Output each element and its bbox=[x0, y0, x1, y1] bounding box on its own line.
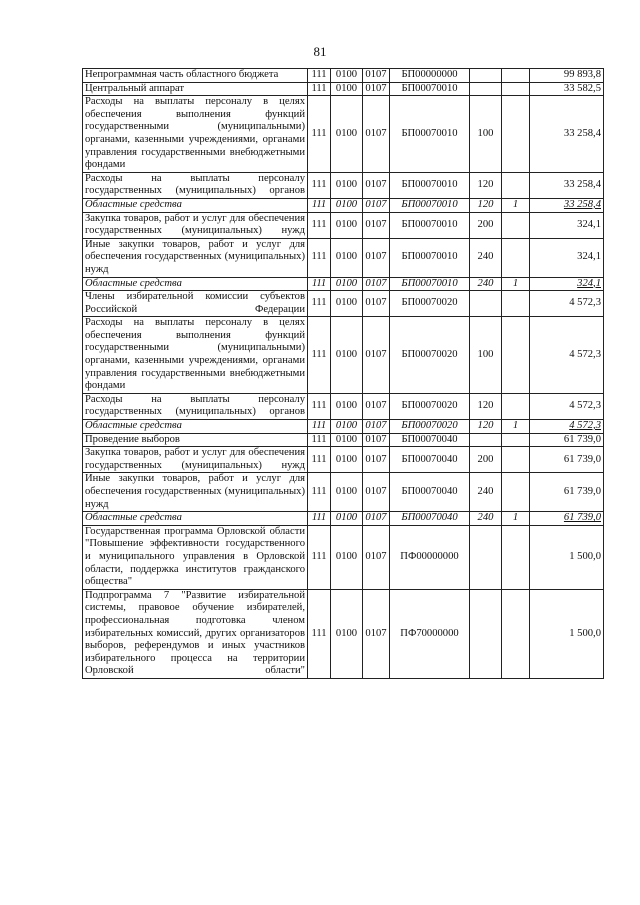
row-expense-type: 200 bbox=[470, 447, 502, 473]
row-section-code: 0100 bbox=[331, 433, 363, 447]
row-ministry-code: 111 bbox=[308, 69, 331, 83]
row-expense-type: 100 bbox=[470, 317, 502, 394]
row-target-article: БП00070020 bbox=[390, 420, 470, 434]
row-section-code: 0100 bbox=[331, 238, 363, 277]
row-funding-source bbox=[502, 212, 530, 238]
table-row bbox=[83, 212, 604, 238]
row-ministry-code: 111 bbox=[308, 212, 331, 238]
row-ministry-code: 111 bbox=[308, 393, 331, 419]
row-target-article: БП00070010 bbox=[390, 82, 470, 96]
row-expense-type bbox=[470, 589, 502, 678]
row-amount: 61 739,0 bbox=[530, 473, 604, 512]
row-amount: 33 582,5 bbox=[530, 82, 604, 96]
row-amount: 1 500,0 bbox=[530, 589, 604, 678]
row-target-article: ПФ70000000 bbox=[390, 589, 470, 678]
row-name: Государственная программа Орловской области "Повышение эффективности государственного и муниципального управления в Орловской области, поддержка институтов гражданского общества" bbox=[83, 525, 308, 589]
row-target-article: БП00070010 bbox=[390, 96, 470, 173]
row-amount: 4 572,3 bbox=[530, 317, 604, 394]
row-section-code: 0100 bbox=[331, 447, 363, 473]
row-subsection-code: 0107 bbox=[363, 512, 390, 526]
row-expense-type bbox=[470, 433, 502, 447]
row-name: Иные закупки товаров, работ и услуг для обеспечения государственных (муниципальных) нужд bbox=[83, 238, 308, 277]
row-ministry-code: 111 bbox=[308, 525, 331, 589]
row-subsection-code: 0107 bbox=[363, 447, 390, 473]
row-ministry-code: 111 bbox=[308, 447, 331, 473]
row-section-code: 0100 bbox=[331, 473, 363, 512]
table-row bbox=[83, 433, 604, 447]
table-row bbox=[83, 447, 604, 473]
row-section-code: 0100 bbox=[331, 277, 363, 291]
row-funding-source: 1 bbox=[502, 198, 530, 212]
row-funding-source bbox=[502, 96, 530, 173]
row-target-article: БП00000000 bbox=[390, 69, 470, 83]
row-name: Областные средства bbox=[83, 420, 308, 434]
row-ministry-code: 111 bbox=[308, 291, 331, 317]
row-funding-source: 1 bbox=[502, 512, 530, 526]
row-amount: 4 572,3 bbox=[530, 420, 604, 434]
row-target-article: БП00070010 bbox=[390, 277, 470, 291]
row-funding-source bbox=[502, 393, 530, 419]
row-expense-type: 240 bbox=[470, 238, 502, 277]
row-funding-source bbox=[502, 317, 530, 394]
row-subsection-code: 0107 bbox=[363, 317, 390, 394]
row-target-article: БП00070010 bbox=[390, 238, 470, 277]
row-funding-source bbox=[502, 238, 530, 277]
budget-table bbox=[82, 68, 604, 679]
table-row bbox=[83, 172, 604, 198]
row-section-code: 0100 bbox=[331, 512, 363, 526]
row-name: Проведение выборов bbox=[83, 433, 308, 447]
table-row bbox=[83, 198, 604, 212]
table-row bbox=[83, 393, 604, 419]
row-expense-type bbox=[470, 82, 502, 96]
row-target-article: БП00070010 bbox=[390, 172, 470, 198]
page-number: 81 bbox=[313, 44, 327, 59]
row-subsection-code: 0107 bbox=[363, 238, 390, 277]
row-subsection-code: 0107 bbox=[363, 69, 390, 83]
row-name: Закупка товаров, работ и услуг для обеспечения государственных (муниципальных) нужд bbox=[83, 212, 308, 238]
row-target-article: БП00070010 bbox=[390, 212, 470, 238]
row-expense-type bbox=[470, 69, 502, 83]
row-subsection-code: 0107 bbox=[363, 473, 390, 512]
row-expense-type: 240 bbox=[470, 473, 502, 512]
row-expense-type: 240 bbox=[470, 277, 502, 291]
row-expense-type bbox=[470, 291, 502, 317]
row-subsection-code: 0107 bbox=[363, 420, 390, 434]
row-target-article: БП00070020 bbox=[390, 291, 470, 317]
row-amount: 324,1 bbox=[530, 212, 604, 238]
row-funding-source: 1 bbox=[502, 277, 530, 291]
row-amount: 33 258,4 bbox=[530, 96, 604, 173]
row-funding-source bbox=[502, 291, 530, 317]
row-name: Расходы на выплаты персоналу в целях обеспечения выполнения функций государственными (муниципальными) органами, казенными учреждениями, органами управления государственными внебюджетными фондами bbox=[83, 317, 308, 394]
row-ministry-code: 111 bbox=[308, 512, 331, 526]
row-expense-type bbox=[470, 525, 502, 589]
row-amount: 33 258,4 bbox=[530, 198, 604, 212]
row-target-article: БП00070040 bbox=[390, 473, 470, 512]
row-funding-source: 1 bbox=[502, 420, 530, 434]
row-funding-source bbox=[502, 82, 530, 96]
table-row bbox=[83, 69, 604, 83]
row-target-article: БП00070040 bbox=[390, 433, 470, 447]
row-target-article: ПФ00000000 bbox=[390, 525, 470, 589]
row-amount: 61 739,0 bbox=[530, 447, 604, 473]
row-section-code: 0100 bbox=[331, 198, 363, 212]
row-expense-type: 200 bbox=[470, 212, 502, 238]
row-section-code: 0100 bbox=[331, 212, 363, 238]
row-funding-source bbox=[502, 433, 530, 447]
row-ministry-code: 111 bbox=[308, 317, 331, 394]
row-name: Закупка товаров, работ и услуг для обеспечения государственных (муниципальных) нужд bbox=[83, 447, 308, 473]
row-subsection-code: 0107 bbox=[363, 82, 390, 96]
table-row bbox=[83, 238, 604, 277]
row-section-code: 0100 bbox=[331, 589, 363, 678]
row-target-article: БП00070040 bbox=[390, 512, 470, 526]
row-section-code: 0100 bbox=[331, 96, 363, 173]
row-subsection-code: 0107 bbox=[363, 525, 390, 589]
row-expense-type: 120 bbox=[470, 172, 502, 198]
row-subsection-code: 0107 bbox=[363, 433, 390, 447]
row-expense-type: 120 bbox=[470, 393, 502, 419]
row-ministry-code: 111 bbox=[308, 172, 331, 198]
row-target-article: БП00070040 bbox=[390, 447, 470, 473]
table-row bbox=[83, 82, 604, 96]
row-subsection-code: 0107 bbox=[363, 172, 390, 198]
row-section-code: 0100 bbox=[331, 420, 363, 434]
row-ministry-code: 111 bbox=[308, 82, 331, 96]
row-name: Областные средства bbox=[83, 512, 308, 526]
row-ministry-code: 111 bbox=[308, 433, 331, 447]
table-row bbox=[83, 512, 604, 526]
row-expense-type: 100 bbox=[470, 96, 502, 173]
row-section-code: 0100 bbox=[331, 317, 363, 394]
row-funding-source bbox=[502, 447, 530, 473]
row-name: Центральный аппарат bbox=[83, 82, 308, 96]
row-funding-source bbox=[502, 473, 530, 512]
table-row bbox=[83, 96, 604, 173]
row-name: Непрограммная часть областного бюджета bbox=[83, 69, 308, 83]
row-funding-source bbox=[502, 172, 530, 198]
row-target-article: БП00070020 bbox=[390, 393, 470, 419]
row-ministry-code: 111 bbox=[308, 198, 331, 212]
table-row bbox=[83, 420, 604, 434]
row-name: Расходы на выплаты персоналу государственных (муниципальных) органов bbox=[83, 393, 308, 419]
row-ministry-code: 111 bbox=[308, 589, 331, 678]
budget-table-body bbox=[83, 69, 604, 679]
row-funding-source bbox=[502, 589, 530, 678]
row-section-code: 0100 bbox=[331, 291, 363, 317]
row-expense-type: 240 bbox=[470, 512, 502, 526]
row-funding-source bbox=[502, 525, 530, 589]
row-amount: 61 739,0 bbox=[530, 512, 604, 526]
row-amount: 4 572,3 bbox=[530, 393, 604, 419]
row-target-article: БП00070020 bbox=[390, 317, 470, 394]
row-name: Подпрограмма 7 "Развитие избирательной системы, правовое обучение избирателей, профессиональная подготовка членом избирательных комиссий, других организаторов выборов, референдумов и иных участников избирательного процесса на территории Орловской области" bbox=[83, 589, 308, 678]
row-section-code: 0100 bbox=[331, 525, 363, 589]
row-amount: 324,1 bbox=[530, 277, 604, 291]
row-name: Расходы на выплаты персоналу в целях обеспечения выполнения функций государственными (муниципальными) органами, казенными учреждениями, органами управления государственными внебюджетными фондами bbox=[83, 96, 308, 173]
row-funding-source bbox=[502, 69, 530, 83]
row-expense-type: 120 bbox=[470, 198, 502, 212]
table-row bbox=[83, 589, 604, 678]
row-amount: 33 258,4 bbox=[530, 172, 604, 198]
row-name: Областные средства bbox=[83, 198, 308, 212]
row-name: Расходы на выплаты персоналу государственных (муниципальных) органов bbox=[83, 172, 308, 198]
table-row bbox=[83, 277, 604, 291]
row-amount: 4 572,3 bbox=[530, 291, 604, 317]
row-name: Иные закупки товаров, работ и услуг для обеспечения государственных (муниципальных) нужд bbox=[83, 473, 308, 512]
row-ministry-code: 111 bbox=[308, 238, 331, 277]
table-row bbox=[83, 317, 604, 394]
table-row bbox=[83, 473, 604, 512]
row-section-code: 0100 bbox=[331, 69, 363, 83]
table-row bbox=[83, 525, 604, 589]
row-subsection-code: 0107 bbox=[363, 277, 390, 291]
row-name: Члены избирательной комиссии субъектов Российской Федерации bbox=[83, 291, 308, 317]
row-name: Областные средства bbox=[83, 277, 308, 291]
row-subsection-code: 0107 bbox=[363, 589, 390, 678]
row-section-code: 0100 bbox=[331, 172, 363, 198]
row-amount: 61 739,0 bbox=[530, 433, 604, 447]
table-row bbox=[83, 291, 604, 317]
row-section-code: 0100 bbox=[331, 393, 363, 419]
row-ministry-code: 111 bbox=[308, 473, 331, 512]
row-subsection-code: 0107 bbox=[363, 212, 390, 238]
row-amount: 99 893,8 bbox=[530, 69, 604, 83]
row-amount: 324,1 bbox=[530, 238, 604, 277]
row-expense-type: 120 bbox=[470, 420, 502, 434]
row-amount: 1 500,0 bbox=[530, 525, 604, 589]
row-subsection-code: 0107 bbox=[363, 393, 390, 419]
row-section-code: 0100 bbox=[331, 82, 363, 96]
row-ministry-code: 111 bbox=[308, 96, 331, 173]
row-ministry-code: 111 bbox=[308, 277, 331, 291]
row-subsection-code: 0107 bbox=[363, 96, 390, 173]
row-subsection-code: 0107 bbox=[363, 291, 390, 317]
row-subsection-code: 0107 bbox=[363, 198, 390, 212]
row-ministry-code: 111 bbox=[308, 420, 331, 434]
row-target-article: БП00070010 bbox=[390, 198, 470, 212]
